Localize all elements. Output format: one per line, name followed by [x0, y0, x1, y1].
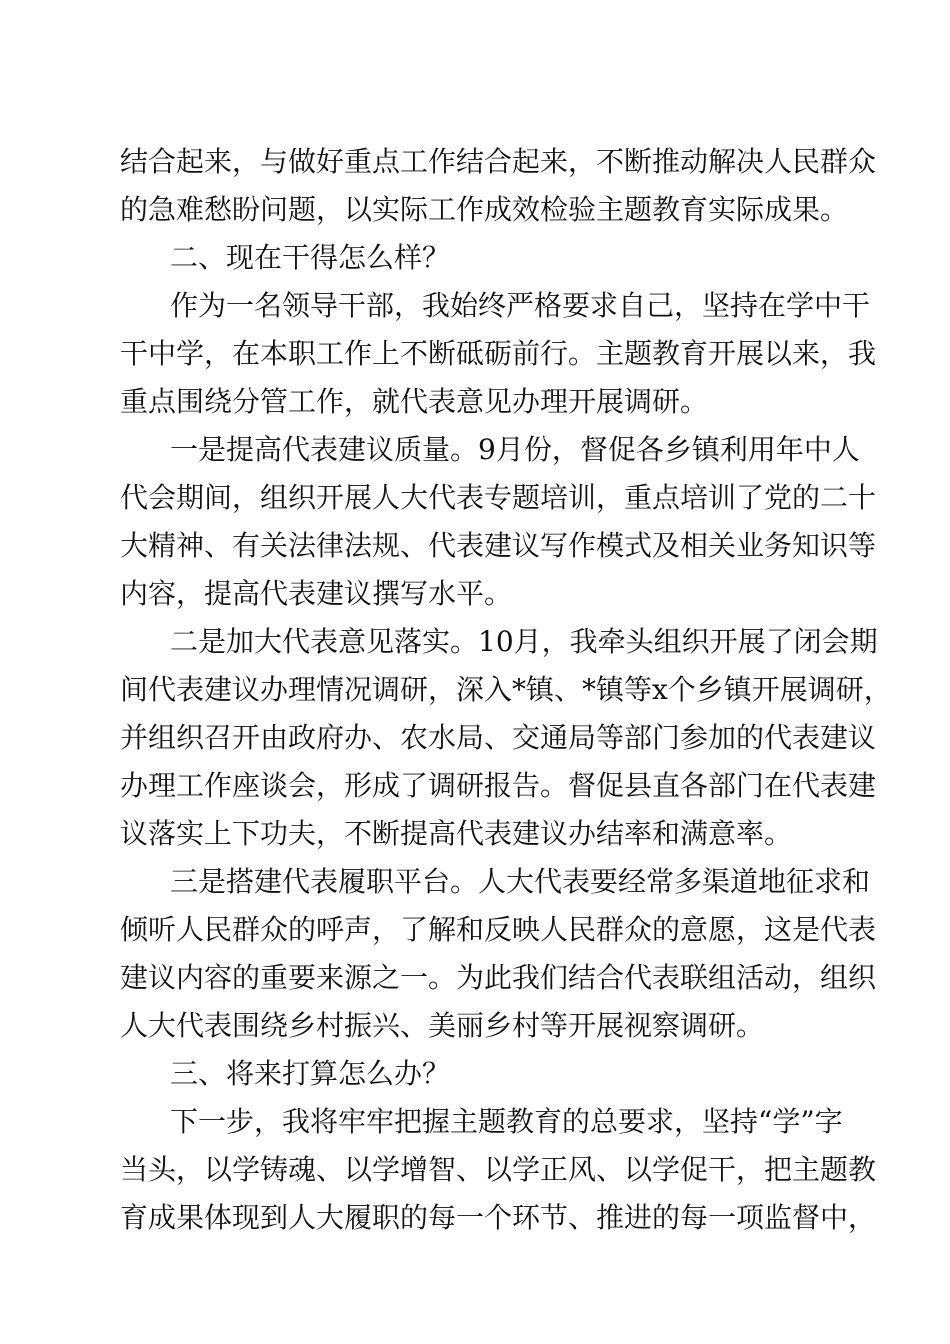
text-line: 人大代表围绕乡村振兴、美丽乡村等开展视察调研。 — [120, 1009, 765, 1042]
text-line: 育成果体现到人大履职的每一个环节、推进的每一项监督中， — [120, 1201, 877, 1234]
text-line: 下一步，我将牢牢把握主题教育的总要求，坚持“学”字 — [170, 1105, 843, 1138]
text-line: 的急难愁盼问题，以实际工作成效检验主题教育实际成果。 — [120, 193, 849, 226]
text-line: 大精神、有关法律法规、代表建议写作模式及相关业务知识等 — [120, 529, 877, 562]
text-line: 建议内容的重要来源之一。为此我们结合代表联组活动，组织 — [120, 961, 877, 994]
text-line: 倾听人民群众的呼声，了解和反映人民群众的意愿，这是代表 — [120, 913, 877, 946]
text-line: 间代表建议办理情况调研，深入*镇、*镇等x个乡镇开展调研， — [120, 673, 892, 706]
text-line: 重点围绕分管工作，就代表意见办理开展调研。 — [120, 385, 709, 418]
section-heading-3: 三、将来打算怎么办？ — [170, 1057, 451, 1090]
text-line: 干中学，在本职工作上不断砥砺前行。主题教育开展以来，我 — [120, 337, 877, 370]
lead-phrase: 二是加大代表意见落实。 — [170, 625, 479, 658]
lead-phrase: 一是提高代表建议质量。 — [170, 433, 479, 466]
paragraph-first-line — [170, 430, 860, 470]
paragraph-first-line — [170, 862, 871, 902]
paragraph-first-line — [170, 622, 878, 662]
text-line: 代会期间，组织开展人大代表专题培训，重点培训了党的二十 — [120, 481, 877, 514]
text-line: 办理工作座谈会，形成了调研报告。督促县直各部门在代表建 — [120, 769, 877, 802]
text-line: 结合起来，与做好重点工作结合起来，不断推动解决人民群众 — [120, 145, 877, 178]
text-line: 并组织召开由政府办、农水局、交通局等部门参加的代表建议 — [120, 721, 877, 754]
text-run: 人大代表要经常多渠道地征求和 — [478, 865, 871, 898]
text-run: 10月，我牵头组织开展了闭会期 — [478, 625, 878, 658]
text-line: 当头，以学铸魂、以学增智、以学正风、以学促干，把主题教 — [120, 1153, 877, 1186]
text-line: 议落实上下功夫，不断提高代表建议办结率和满意率。 — [120, 817, 793, 850]
section-heading-2: 二、现在干得怎么样？ — [170, 241, 451, 274]
lead-phrase: 三是搭建代表履职平台。 — [170, 865, 479, 898]
text-line: 作为一名领导干部，我始终严格要求自己，坚持在学中干 — [170, 289, 871, 322]
text-run: 9月份，督促各乡镇利用年中人 — [478, 433, 860, 466]
text-line: 内容，提高代表建议撰写水平。 — [120, 577, 513, 610]
